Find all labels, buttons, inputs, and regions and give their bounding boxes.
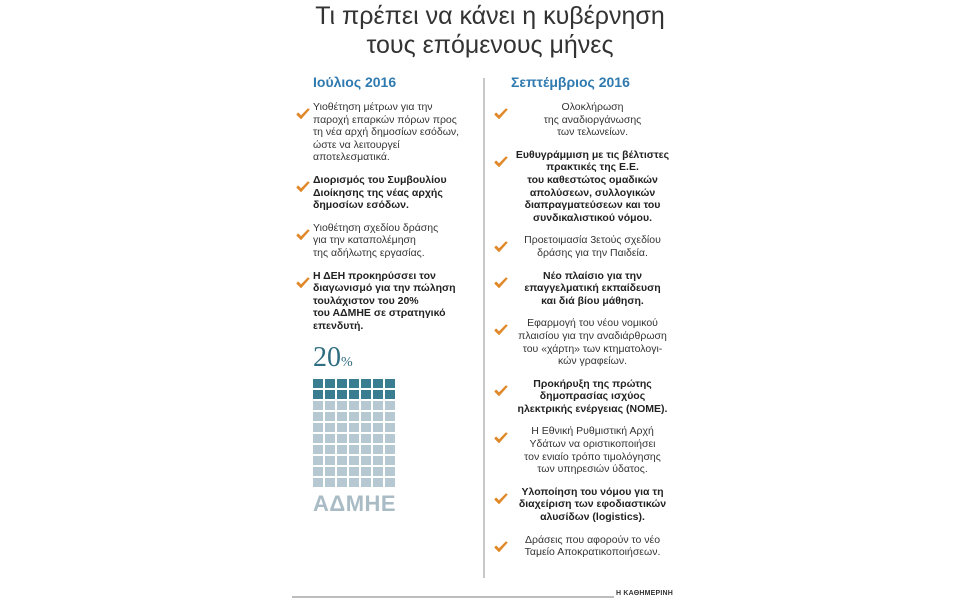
waffle-cell-empty — [313, 456, 323, 465]
check-icon — [494, 385, 508, 397]
item-line: διαπραγματεύσεων και του — [524, 199, 661, 212]
item-line: Διορισμός του Συμβουλίου — [313, 173, 447, 186]
item-line: επενδυτή. — [313, 319, 364, 332]
title-line-2: τους επόμενους μήνες — [366, 31, 614, 59]
item-line: Προκήρυξη της πρώτης — [533, 377, 652, 390]
waffle-cell-empty — [361, 456, 371, 465]
waffle-cell-empty — [361, 434, 371, 443]
waffle-cell-filled — [313, 390, 323, 399]
waffle-cell-empty — [361, 401, 371, 410]
waffle-cell-filled — [385, 390, 395, 399]
list-item — [494, 149, 674, 225]
waffle-cell-filled — [361, 390, 371, 399]
item-line: Η Εθνική Ρυθμιστική Αρχή — [531, 425, 654, 438]
list-item — [296, 270, 472, 333]
percent-sign: % — [341, 355, 353, 370]
item-line: Υδάτων να οριστικοποιήσει — [529, 438, 656, 451]
waffle-cell-empty — [325, 445, 335, 454]
waffle-cell-filled — [337, 379, 347, 388]
check-icon — [494, 156, 508, 168]
waffle-cell-empty — [361, 412, 371, 421]
item-line: αποτελεσματικά. — [313, 151, 390, 164]
check-icon — [494, 241, 508, 253]
item-line: δημοπρασίας ισχύος — [539, 390, 646, 403]
check-icon — [494, 541, 508, 553]
waffle-cell-empty — [325, 467, 335, 476]
waffle-cell-empty — [325, 423, 335, 432]
column-heading: Σεπτέμβριος 2016 — [511, 74, 630, 90]
item-line: για την καταπολέμηση — [313, 234, 416, 247]
waffle-label: ΑΔΜΗΕ — [313, 491, 397, 516]
item-line: Νέο πλαίσιο για την — [543, 269, 642, 282]
title-line-1: Τι πρέπει να κάνει η κυβέρνηση — [315, 2, 665, 30]
waffle-cell-empty — [337, 434, 347, 443]
item-line: κών γραφείων. — [558, 355, 627, 368]
item-line: Δράσεις που αφορούν το νέο — [524, 533, 661, 546]
check-icon — [494, 108, 508, 120]
waffle-cell-empty — [349, 434, 359, 443]
item-line: παροχή επαρκών πόρων προς — [313, 113, 457, 126]
list-item — [494, 101, 674, 139]
check-icon — [494, 493, 508, 505]
item-line: Ευθυγράμμιση με τις βέλτιστες — [515, 148, 670, 161]
waffle-cell-empty — [337, 467, 347, 476]
item-line: Υιοθέτηση σχεδίου δράσης — [313, 221, 439, 234]
item-line: της αδήλωτης εργασίας. — [313, 246, 425, 259]
waffle-cell-empty — [349, 456, 359, 465]
item-line: τον ενιαίο τρόπο τιμολόγησης — [524, 450, 661, 463]
waffle-cell-empty — [349, 445, 359, 454]
check-icon — [494, 432, 508, 444]
check-icon — [296, 181, 310, 193]
waffle-cell-empty — [337, 401, 347, 410]
check-icon — [296, 229, 310, 241]
footer-rule — [292, 596, 614, 598]
waffle-cell-empty — [373, 412, 383, 421]
waffle-grid — [313, 379, 397, 487]
list-item — [296, 222, 472, 260]
column-divider — [483, 78, 485, 578]
waffle-cell-empty — [337, 423, 347, 432]
item-line: επαγγελματική εκπαίδευση — [524, 282, 661, 295]
item-line: και διά βίου μάθηση. — [541, 294, 644, 307]
waffle-cell-empty — [313, 467, 323, 476]
waffle-cell-empty — [385, 478, 395, 487]
waffle-cell-empty — [385, 423, 395, 432]
item-list — [296, 101, 472, 333]
item-line: αλυσίδων (logistics). — [540, 511, 645, 524]
waffle-cell-filled — [373, 390, 383, 399]
item-line: διαχείριση των εφοδιαστικών — [518, 498, 667, 511]
waffle-cell-empty — [337, 412, 347, 421]
waffle-cell-empty — [361, 467, 371, 476]
column-heading: Ιούλιος 2016 — [313, 74, 397, 90]
item-line: Ολοκλήρωση — [561, 101, 624, 113]
waffle-cell-empty — [325, 456, 335, 465]
waffle-cell-empty — [313, 478, 323, 487]
waffle-cell-empty — [373, 423, 383, 432]
list-item — [296, 174, 472, 212]
waffle-cell-empty — [361, 445, 371, 454]
waffle-cell-empty — [313, 412, 323, 421]
waffle-cell-empty — [361, 478, 371, 487]
waffle-cell-filled — [349, 390, 359, 399]
item-line: ηλεκτρικής ενέργειας (ΝΟΜΕ). — [517, 402, 668, 415]
item-line: πλαισίου για την αναδιάρθρωση — [518, 329, 667, 342]
item-line: ώστε να λειτουργεί — [313, 138, 400, 151]
waffle-cell-empty — [313, 445, 323, 454]
list-item — [494, 317, 674, 367]
item-line: τουλάχιστον του 20% — [313, 294, 419, 307]
waffle-cell-empty — [385, 467, 395, 476]
waffle-cell-filled — [325, 390, 335, 399]
check-icon — [494, 324, 508, 336]
page-title — [280, 2, 700, 60]
waffle-cell-empty — [325, 401, 335, 410]
waffle-cell-empty — [313, 434, 323, 443]
item-line: Ταμείο Αποκρατικοποιήσεων. — [524, 546, 661, 559]
item-line: της αναδιοργάνωσης — [543, 113, 642, 126]
list-item — [494, 486, 674, 524]
item-line: του «χάρτη» των κτηματολογι- — [522, 342, 663, 355]
list-item — [296, 101, 472, 164]
list-item — [494, 534, 674, 559]
waffle-cell-empty — [313, 401, 323, 410]
waffle-cell-filled — [325, 379, 335, 388]
check-icon — [296, 108, 310, 120]
waffle-cell-empty — [349, 423, 359, 432]
waffle-cell-filled — [373, 379, 383, 388]
item-line: του ΑΔΜΗΕ σε στρατηγικό — [313, 307, 446, 320]
waffle-cell-empty — [373, 434, 383, 443]
waffle-cell-filled — [349, 379, 359, 388]
waffle-cell-empty — [337, 478, 347, 487]
item-line: τη νέα αρχή δημοσίων εσόδων, — [313, 126, 460, 139]
column-july — [296, 74, 472, 343]
item-line: δημοσίων εσόδων. — [313, 199, 409, 212]
waffle-cell-empty — [337, 445, 347, 454]
item-line: πρακτικές της Ε.Ε. — [546, 161, 639, 174]
item-line: των υπηρεσιών ύδατος. — [537, 463, 648, 476]
item-line: Εφαρμογή του νέου νομικού — [527, 317, 658, 330]
waffle-cell-filled — [385, 379, 395, 388]
item-line: απολύσεων, συλλογικών — [529, 186, 656, 199]
item-line: Διοίκησης της νέας αρχής — [313, 186, 443, 199]
item-line: δράσης για την Παιδεία. — [537, 246, 648, 259]
waffle-cell-filled — [337, 390, 347, 399]
waffle-cell-empty — [337, 456, 347, 465]
waffle-cell-filled — [313, 379, 323, 388]
waffle-cell-empty — [373, 467, 383, 476]
waffle-cell-filled — [361, 379, 371, 388]
waffle-cell-empty — [373, 456, 383, 465]
item-line: Υλοποίηση του νόμου για τη — [521, 485, 664, 498]
waffle-cell-empty — [349, 412, 359, 421]
waffle-percent — [313, 344, 397, 377]
check-icon — [296, 277, 310, 289]
waffle-cell-empty — [373, 401, 383, 410]
admie-waffle-chart — [313, 344, 397, 517]
item-line: Προετοιμασία 3ετούς σχεδίου — [524, 234, 661, 247]
item-line: διαγωνισμό για την πώληση — [313, 282, 456, 295]
item-line: των τελωνείων. — [556, 126, 629, 139]
item-line: Υιοθέτηση μέτρων για την — [313, 101, 433, 113]
column-september — [494, 74, 674, 569]
item-line: συνδικαλιστικού νόμου. — [533, 211, 652, 224]
list-item — [494, 378, 674, 416]
waffle-cell-empty — [385, 412, 395, 421]
waffle-cell-empty — [385, 445, 395, 454]
publisher-credit: Η ΚΑΘΗΜΕΡΙΝΗ — [616, 590, 674, 597]
item-list — [494, 101, 674, 559]
list-item — [494, 270, 674, 308]
waffle-cell-empty — [349, 401, 359, 410]
list-item — [494, 234, 674, 259]
waffle-cell-empty — [385, 456, 395, 465]
waffle-cell-empty — [325, 412, 335, 421]
waffle-cell-empty — [373, 445, 383, 454]
waffle-cell-empty — [385, 434, 395, 443]
waffle-cell-empty — [349, 478, 359, 487]
item-line: του καθεστώτος ομαδικών — [527, 173, 658, 186]
waffle-cell-empty — [313, 423, 323, 432]
waffle-cell-empty — [361, 423, 371, 432]
percent-number: 20 — [313, 342, 341, 373]
waffle-cell-empty — [325, 434, 335, 443]
waffle-cell-empty — [385, 401, 395, 410]
check-icon — [494, 277, 508, 289]
list-item — [494, 425, 674, 475]
waffle-cell-empty — [325, 478, 335, 487]
item-line: Η ΔΕΗ προκηρύσσει τον — [313, 269, 436, 282]
waffle-cell-empty — [373, 478, 383, 487]
waffle-cell-empty — [349, 467, 359, 476]
